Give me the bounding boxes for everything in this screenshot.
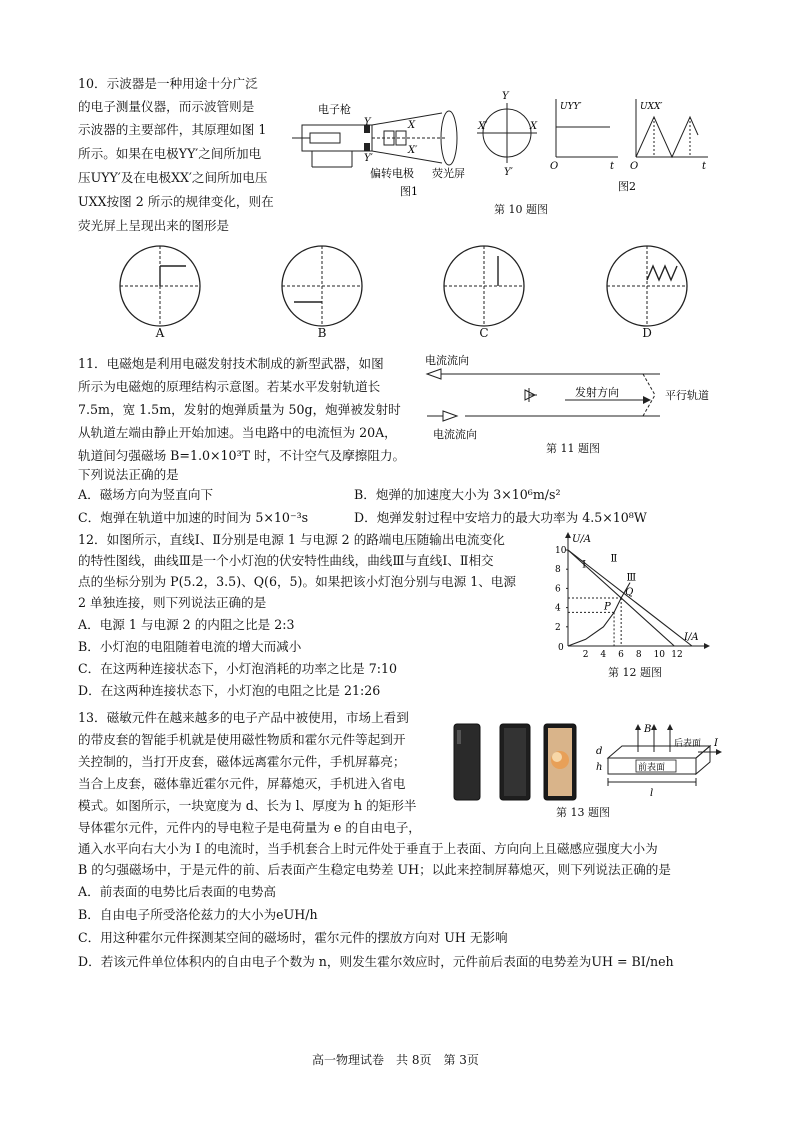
y-tick-label: 6: [555, 584, 561, 595]
point-label: P: [604, 601, 611, 613]
q11-option-a: A．磁场方向为竖直向下: [78, 487, 214, 502]
q10-caption: 第 10 题图: [494, 203, 548, 216]
fig-label-screen: 荧光屏: [432, 167, 465, 180]
x-tick-label: 6: [618, 650, 624, 660]
y-tick-label: 10: [555, 546, 567, 556]
q11-line: 从轨道左端由静止开始加速。当电路中的电流恒为 20A，: [78, 425, 397, 440]
q13-line: 当合上皮套，磁体靠近霍尔元件，屏幕熄灭，手机进入省电: [78, 776, 406, 791]
fig-label-x: X: [408, 120, 416, 131]
q11-line: 11．电磁炮是利用电磁发射技术制成的新型武器，如图: [78, 356, 384, 371]
origin-o-1: O: [550, 161, 559, 172]
q11-line: 所示为电磁炮的原理结构示意图。若某水平发射轨道长: [78, 379, 381, 394]
q11-option-c: C．炮弹在轨道中加速的时间为 5×10⁻³s: [78, 510, 309, 525]
q13-option-c: C．用这种霍尔元件探测某空间的磁场时，霍尔元件的摆放方向对 UH 无影响: [78, 930, 508, 945]
x-tick-label: 8: [635, 650, 642, 660]
y-axis-arrow: [565, 532, 571, 538]
screen-xp: X′: [478, 121, 488, 132]
x-tick-label: 10: [653, 650, 666, 660]
q10-line: 所示。如果在电极YY′之间所加电: [78, 146, 262, 161]
b-label: B: [644, 724, 652, 735]
option-d-label: D: [642, 326, 652, 340]
x-tick-label: 12: [671, 650, 683, 660]
q13-line: 导体霍尔元件，元件内的导电粒子是电荷量为 e 的自由电子，: [78, 820, 421, 835]
q13-option-d: D．若该元件单位体积内的自由电子个数为 n，则发生霍尔效应时，元件前后表面的电势差为UH = BI/neh: [78, 954, 674, 969]
q10-figure1: [292, 91, 542, 205]
q10-line: 的电子测量仪器，而示波管则是: [78, 99, 255, 114]
q13-option-b: B．自由电子所受洛伦兹力的大小为eUH/h: [78, 907, 318, 922]
option-a-figure: [118, 244, 202, 328]
origin-label: 0: [558, 643, 564, 653]
q11-caption: 第 11 题图: [546, 442, 600, 455]
screen-yp: Y′: [504, 167, 513, 178]
series-label: Ⅲ: [626, 572, 637, 584]
back-surface-label: 后表面: [674, 739, 702, 749]
q12-line: 的特性图线，曲线Ⅲ是一个小灯泡的伏安特性曲线，曲线Ⅲ与直线Ⅰ、Ⅱ相交: [78, 553, 494, 568]
q11-option-d: D．炮弹发射过程中安培力的最大功率为 4.5×10⁸W: [354, 510, 647, 525]
y-tick-label: 4: [555, 603, 561, 614]
q10-line: UXX按图 2 所示的规律变化，则在: [78, 194, 274, 209]
fig-label-xp: X′: [408, 145, 418, 156]
q12-chart: [552, 536, 712, 664]
screen-x: X: [530, 121, 538, 132]
q12-line: 2 单独连接，则下列说法正确的是: [78, 595, 267, 610]
q12-option-a: A．电源 1 与电源 2 的内阻之比是 2:3: [78, 617, 295, 632]
point-label: Q: [625, 587, 634, 598]
page-footer: 高一物理试卷 共 8页 第 3页: [312, 1053, 479, 1067]
uxx-label: UXX′: [640, 102, 663, 112]
option-d-figure: [605, 244, 689, 328]
x-tick-label: 4: [600, 650, 607, 660]
x-axis-arrow: [704, 643, 710, 649]
uyy-label: UYY′: [560, 102, 582, 112]
q11-line: 轨道间匀强磁场 B=1.0×10³T 时，不计空气及摩擦阻力。: [78, 448, 406, 463]
option-c-label: C: [479, 326, 489, 340]
option-b-figure: [280, 244, 364, 328]
q10-figure2: [548, 97, 718, 192]
front-surface-label: 前表面: [638, 763, 666, 773]
q13-line: 的带皮套的智能手机就是使用磁性物质和霍尔元件等起到开: [78, 732, 406, 747]
x-tick-label: 2: [582, 650, 589, 660]
option-c-figure: [442, 244, 526, 328]
q13-line: 关控制的，当打开皮套，磁体远离霍尔元件，手机屏幕亮；: [78, 754, 406, 769]
screen-y: Y: [502, 91, 509, 102]
fig2-label: 图2: [618, 180, 636, 193]
fig-label-deflect: 偏转电极: [370, 167, 414, 180]
series-line: [568, 550, 692, 646]
y-axis-label: U/A: [572, 534, 592, 545]
q11-line: 下列说法正确的是: [78, 467, 179, 482]
h-label: h: [596, 762, 603, 773]
q11-option-b: B．炮弹的加速度大小为 3×10⁶m/s²: [354, 487, 561, 502]
q12-line: 12．如图所示，直线Ⅰ、Ⅱ分别是电源 1 与电源 2 的路端电压随输出电流变化: [78, 532, 505, 547]
q13-line: 模式。如图所示，一块宽度为 d、长为 l、厚度为 h 的矩形半: [78, 798, 417, 813]
current-top-label: 电流流向: [425, 354, 469, 367]
l-label: l: [650, 788, 654, 799]
q13-caption: 第 13 题图: [556, 806, 610, 819]
q10-line: 10．示波器是一种用途十分广泛: [78, 76, 258, 91]
q10-line: 示波器的主要部件，其原理如图 1: [78, 122, 267, 137]
rail-label: 平行轨道: [665, 389, 709, 402]
q12-caption: 第 12 题图: [608, 666, 662, 679]
q13-option-a: A．前表面的电势比后表面的电势高: [78, 884, 277, 899]
fig-label-gun: 电子枪: [318, 103, 351, 116]
launch-direction-label: 发射方向: [575, 386, 619, 399]
q13-line: 13．磁敏元件在越来越多的电子产品中被使用，市场上看到: [78, 710, 409, 725]
q11-line: 7.5m，宽 1.5m，发射的炮弹质量为 50g，炮弹被发射时: [78, 402, 401, 417]
i-label: I: [714, 738, 718, 749]
option-a-label: A: [155, 326, 165, 340]
origin-o-2: O: [630, 161, 639, 172]
q12-option-c: C．在这两种连接状态下，小灯泡消耗的功率之比是 7:10: [78, 661, 397, 676]
phone-images: [452, 720, 582, 802]
q12-line: 点的坐标分别为 P(5.2，3.5)、Q(6，5)。如果把该小灯泡分别与电源 1、电源: [78, 574, 516, 589]
q10-line: 压UYY′及在电极XX′之间所加电压: [78, 170, 268, 185]
option-b-label: B: [317, 326, 327, 340]
fig-label-y: Y: [364, 117, 371, 128]
y-tick-label: 2: [555, 622, 561, 633]
q10-line: 荧光屏上呈现出来的图形是: [78, 218, 230, 233]
axis-t-2: t: [702, 161, 707, 172]
q13-line-full: B 的匀强磁场中，于是元件的前、后表面产生稳定电势差 UH；以此来控制屏幕熄灭，则下列说法正确的是: [78, 862, 671, 877]
q11-figure: [425, 352, 720, 442]
hall-element-figure: [586, 722, 726, 802]
series-label: Ⅱ: [610, 553, 618, 565]
q12-option-b: B．小灯泡的电阻随着电流的增大而减小: [78, 639, 302, 654]
fig-label-yp: Y′: [364, 153, 373, 164]
q12-option-d: D．在这两种连接状态下，小灯泡的电阻之比是 21:26: [78, 683, 381, 698]
q13-line-full: 通入水平向右大小为 I 的电流时，当手机套合上时元件处于垂直于上表面、方向向上且磁感应强度大小为: [78, 841, 658, 856]
d-label: d: [596, 746, 603, 757]
y-tick-label: 8: [555, 565, 561, 576]
series-label: Ⅰ: [582, 559, 587, 571]
current-bottom-label: 电流流向: [433, 428, 477, 441]
x-axis-label: I/A: [684, 632, 699, 643]
fig1-label: 图1: [400, 185, 418, 198]
axis-t-1: t: [610, 161, 615, 172]
